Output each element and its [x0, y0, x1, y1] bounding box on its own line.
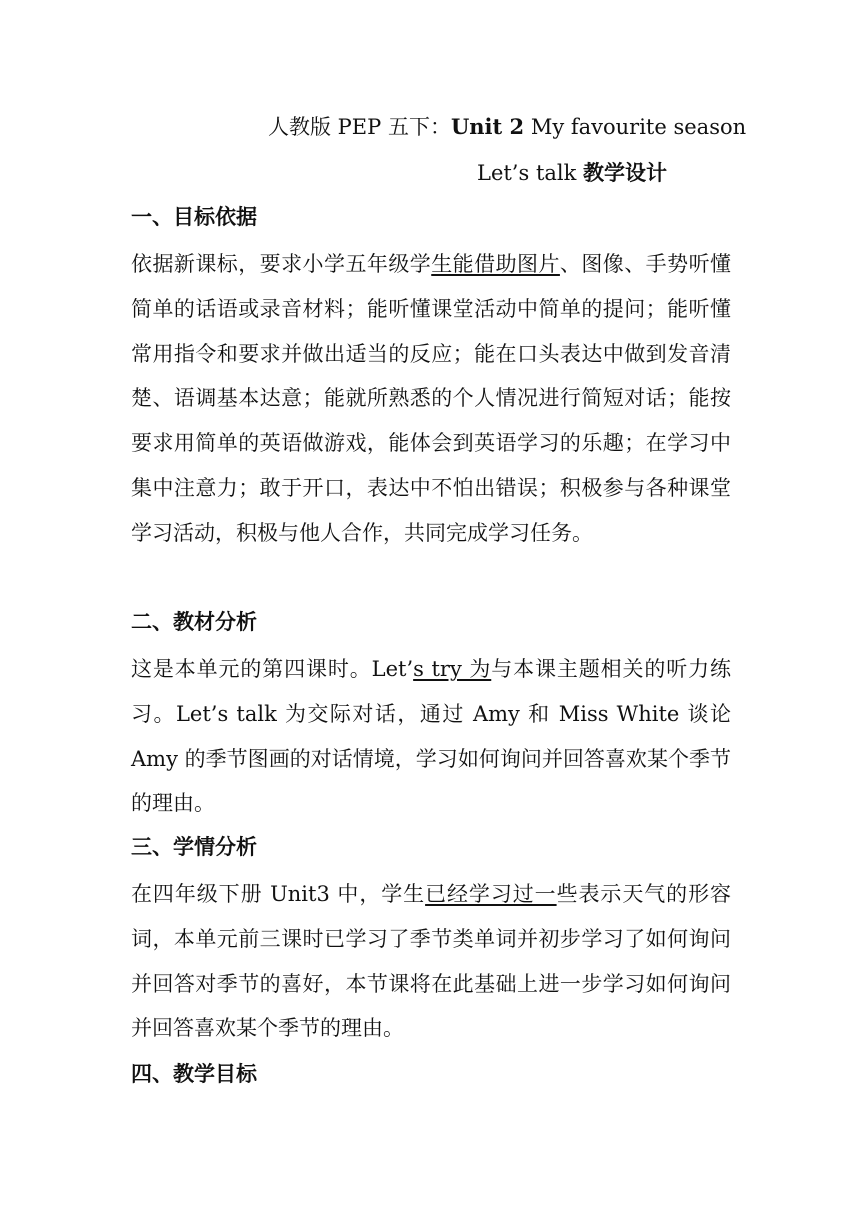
section-heading-1: 一、目标依据 [131, 204, 257, 229]
underlined-text: 已经学习过一 [425, 882, 557, 906]
paragraph-text: 这是本单元的第四课时。Let’ [131, 657, 414, 681]
underlined-text: 生能借助图片 [431, 252, 560, 276]
document-title-line1 [268, 110, 746, 144]
title-lesson: Let’s talk [477, 161, 584, 185]
section-heading-2: 二、教材分析 [131, 609, 257, 634]
title-prefix: 人教版 PEP 五下： [268, 115, 451, 139]
document-title-line2 [477, 156, 667, 190]
paragraph-text: 依据新课标，要求小学五年级学 [131, 252, 432, 276]
paragraph-text: 与本课主题相关的听力练习。Let’s talk 为交际对话，通过 Amy 和 Miss White 谈论 Amy 的季节图画的对话情境，学习如何询问并回答喜欢某个季节的理由。 [131, 657, 732, 816]
paragraph-text: 、图像、手势听懂简单的话语或录音材料；能听懂课堂活动中简单的提问；能听懂常用指令和要求并做出适当的反应；能在口头表达中做到发音清楚、语调基本达意；能就所熟悉的个人情况进行简短对话；能按要求用简单的英语做游戏，能体会到英语学习的乐趣；在学习中集中注意力；敢于开口，表达中不怕出错误；积极参与各种课堂学习活动，积极与他人合作，共同完成学习任务。 [131, 252, 732, 545]
title-design: 教学设计 [583, 160, 668, 185]
title-unit: Unit 2 [450, 114, 525, 139]
section-paragraph-1 [131, 242, 731, 556]
section-heading-4: 四、教学目标 [131, 1061, 257, 1086]
section-paragraph-3 [131, 872, 731, 1051]
section-paragraph-2 [131, 647, 731, 826]
paragraph-text: 些表示天气的形容词，本单元前三课时已学习了季节类单词并初步学习了如何询问并回答对季节的喜好，本节课将在此基础上进一步学习如何询问并回答喜欢某个季节的理由。 [131, 882, 732, 1041]
underlined-text: s try 为 [413, 657, 492, 681]
section-heading-3: 三、学情分析 [131, 834, 257, 859]
title-suffix: My favourite season [524, 115, 747, 139]
paragraph-text: 在四年级下册 Unit3 中，学生 [131, 882, 426, 906]
